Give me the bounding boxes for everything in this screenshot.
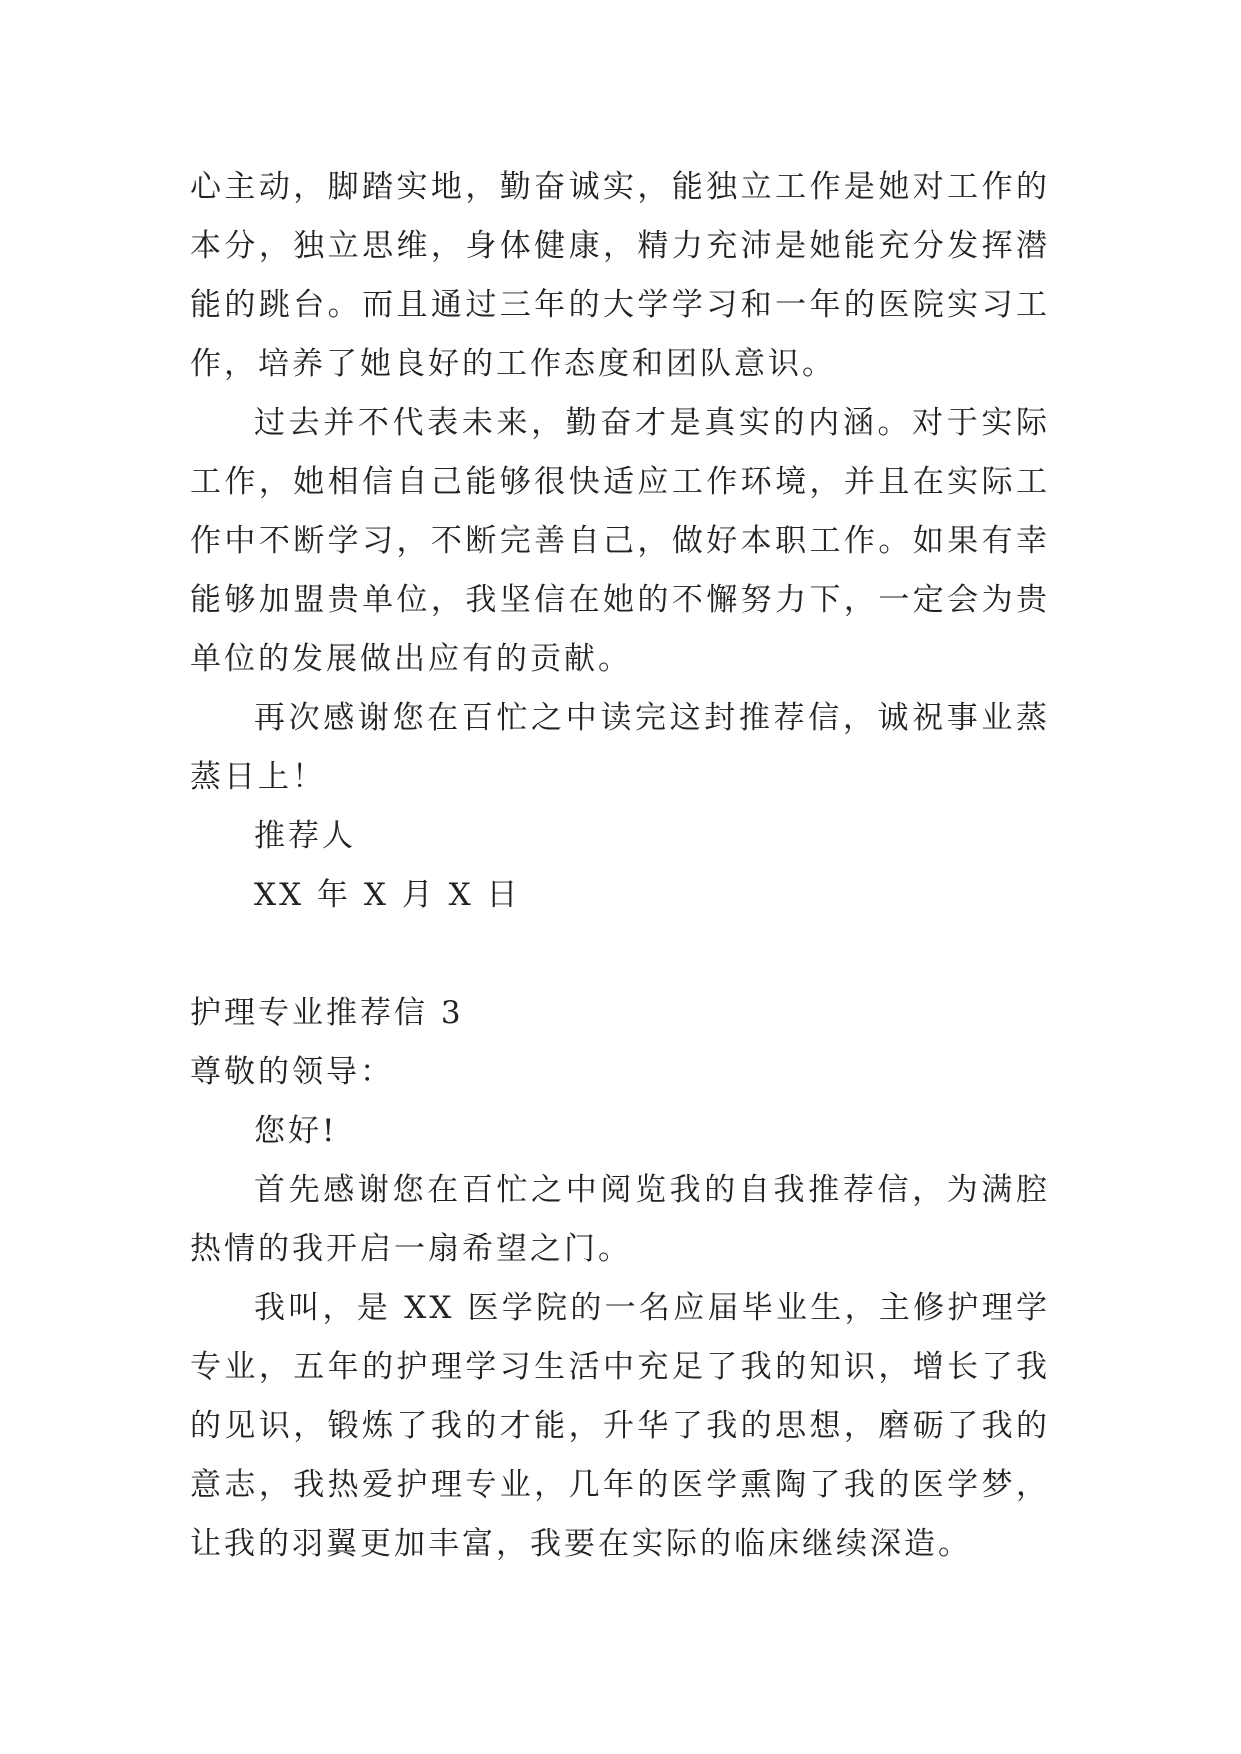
paragraph: 我叫，是 XX 医学院的一名应届毕业生，主修护理学专业，五年的护理学习生活中充足了我的知识，增长了我的见识，锻炼了我的才能，升华了我的思想，磨砺了我的意志，我热爱护理专业，几年的医学熏陶了我的医学梦，让我的羽翼更加丰富，我要在实际的临床继续深造。 [190,1290,1050,1562]
salutation: 尊敬的领导： [190,1054,394,1090]
signature-line: 推荐人 [254,818,356,854]
date-line: XX 年 X 月 X 日 [254,877,521,913]
document-body [190,158,1050,1574]
paragraph: 首先感谢您在百忙之中阅览我的自我推荐信，为满腔热情的我开启一扇希望之门。 [190,1172,1050,1267]
section-spacer [190,925,1050,984]
section-title: 护理专业推荐信 3 [190,995,464,1031]
paragraph: 过去并不代表未来，勤奋才是真实的内涵。对于实际工作，她相信自己能够很快适应工作环境，并且在实际工作中不断学习，不断完善自己，做好本职工作。如果有幸能够加盟贵单位，我坚信在她的不懈努力下，一定会为贵单位的发展做出应有的贡献。 [190,405,1050,677]
paragraph: 再次感谢您在百忙之中读完这封推荐信，诚祝事业蒸蒸日上！ [190,700,1050,795]
paragraph: 心主动，脚踏实地，勤奋诚实，能独立工作是她对工作的本分，独立思维，身体健康，精力充沛是她能充分发挥潜能的跳台。而且通过三年的大学学习和一年的医院实习工作，培养了她良好的工作态度和团队意识。 [190,169,1050,382]
greeting: 您好! [254,1113,338,1149]
